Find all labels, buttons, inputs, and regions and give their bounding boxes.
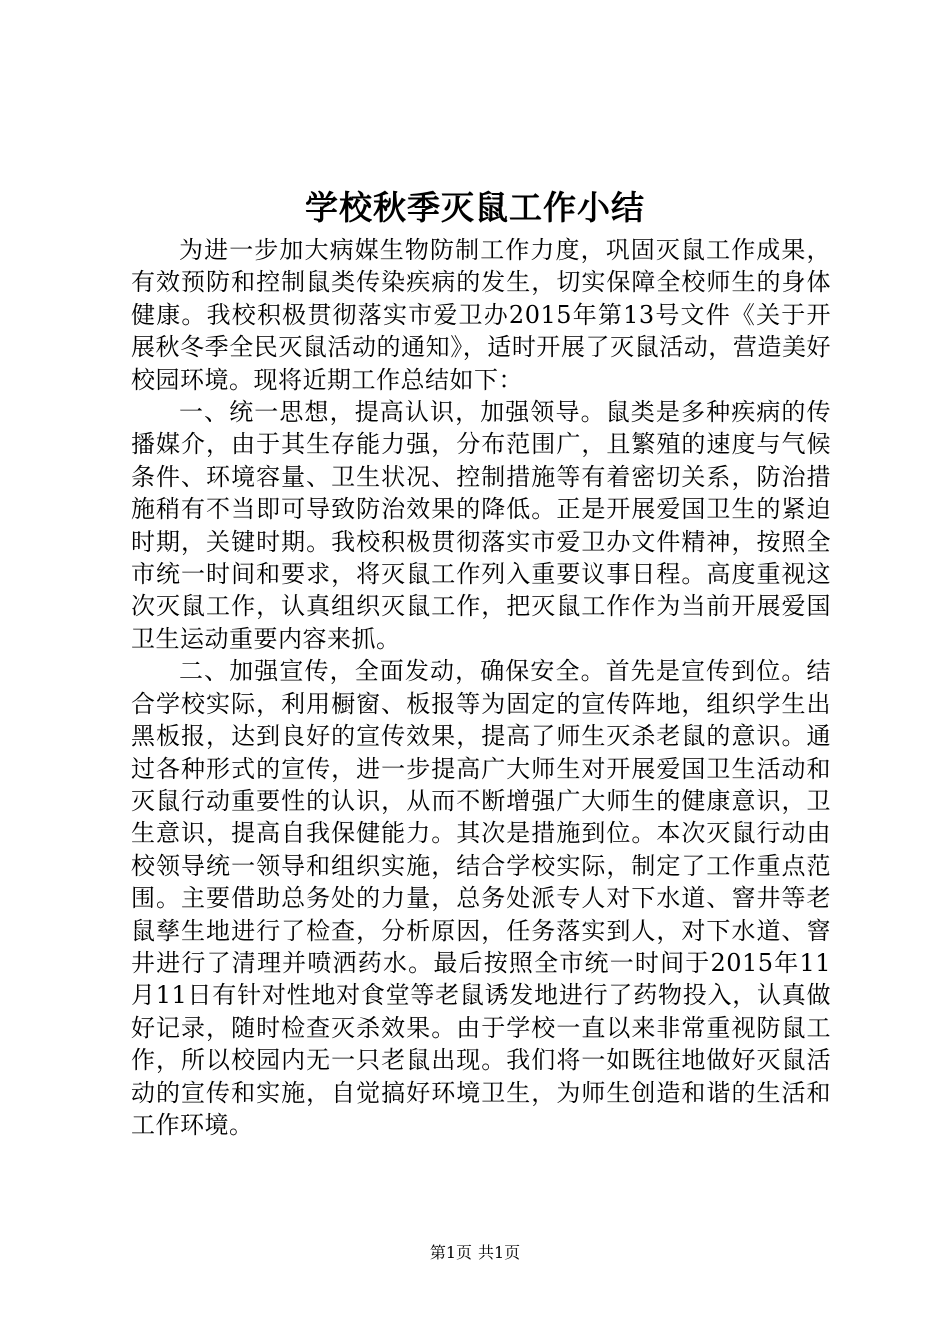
paragraph-section-two: 二、加强宣传，全面发动，确保安全。首先是宣传到位。结合学校实际，利用橱窗、板报等为固定的宣传阵地，组织学生出黑板报，达到良好的宣传效果，提高了师生灭杀老鼠的意识。通过各种形式的宣传，进一步提高广大师生对开展爱国卫生活动和灭鼠行动重要性的认识，从而不断增强广大师生的健康意识，卫生意识，提高自我保健能力。其次是措施到位。本次灭鼠行动由校领导统一领导和组织实施，结合学校实际，制定了工作重点范围。主要借助总务处的力量，总务处派专人对下水道、窨井等老鼠孳生地进行了检查，分析原因，任务落实到人，对下水道、窨井进行了清理并喷洒药水。最后按照全市统一时间于2015年11月11日有针对性地对食堂等老鼠诱发地进行了药物投入，认真做好记录，随时检查灭杀效果。由于学校一直以来非常重视防鼠工作，所以校园内无一只老鼠出现。我们将一如既往地做好灭鼠活动的宣传和实施，自觉搞好环境卫生，为师生创造和谐的生活和工作环境。 [131,657,831,1139]
paragraph-section-one: 一、统一思想，提高认识，加强领导。鼠类是多种疾病的传播媒介，由于其生存能力强，分布范围广，且繁殖的速度与气候条件、环境容量、卫生状况、控制措施等有着密切关系，防治措施稍有不当即可导致防治效果的降低。正是开展爱国卫生的紧迫时期，关键时期。我校积极贯彻落实市爱卫办文件精神，按照全市统一时间和要求，将灭鼠工作列入重要议事日程。高度重视这次灭鼠工作，认真组织灭鼠工作，把灭鼠工作作为当前开展爱国卫生运动重要内容来抓。 [131,398,831,653]
page-number-current: 第1页 [429,1243,472,1262]
paragraph-intro: 为进一步加大病媒生物防制工作力度，巩固灭鼠工作成果，有效预防和控制鼠类传染疾病的发生，切实保障全校师生的身体健康。我校积极贯彻落实市爱卫办2015年第13号文件《关于开展秋冬季全民灭鼠活动的通知》，适时开展了灭鼠活动，营造美好校园环境。现将近期工作总结如下： [131,236,831,394]
page-number-total: 共1页 [478,1243,521,1262]
document-body [131,234,831,1141]
document-title: 学校秋季灭鼠工作小结 [305,188,645,227]
page-footer [0,1242,950,1264]
